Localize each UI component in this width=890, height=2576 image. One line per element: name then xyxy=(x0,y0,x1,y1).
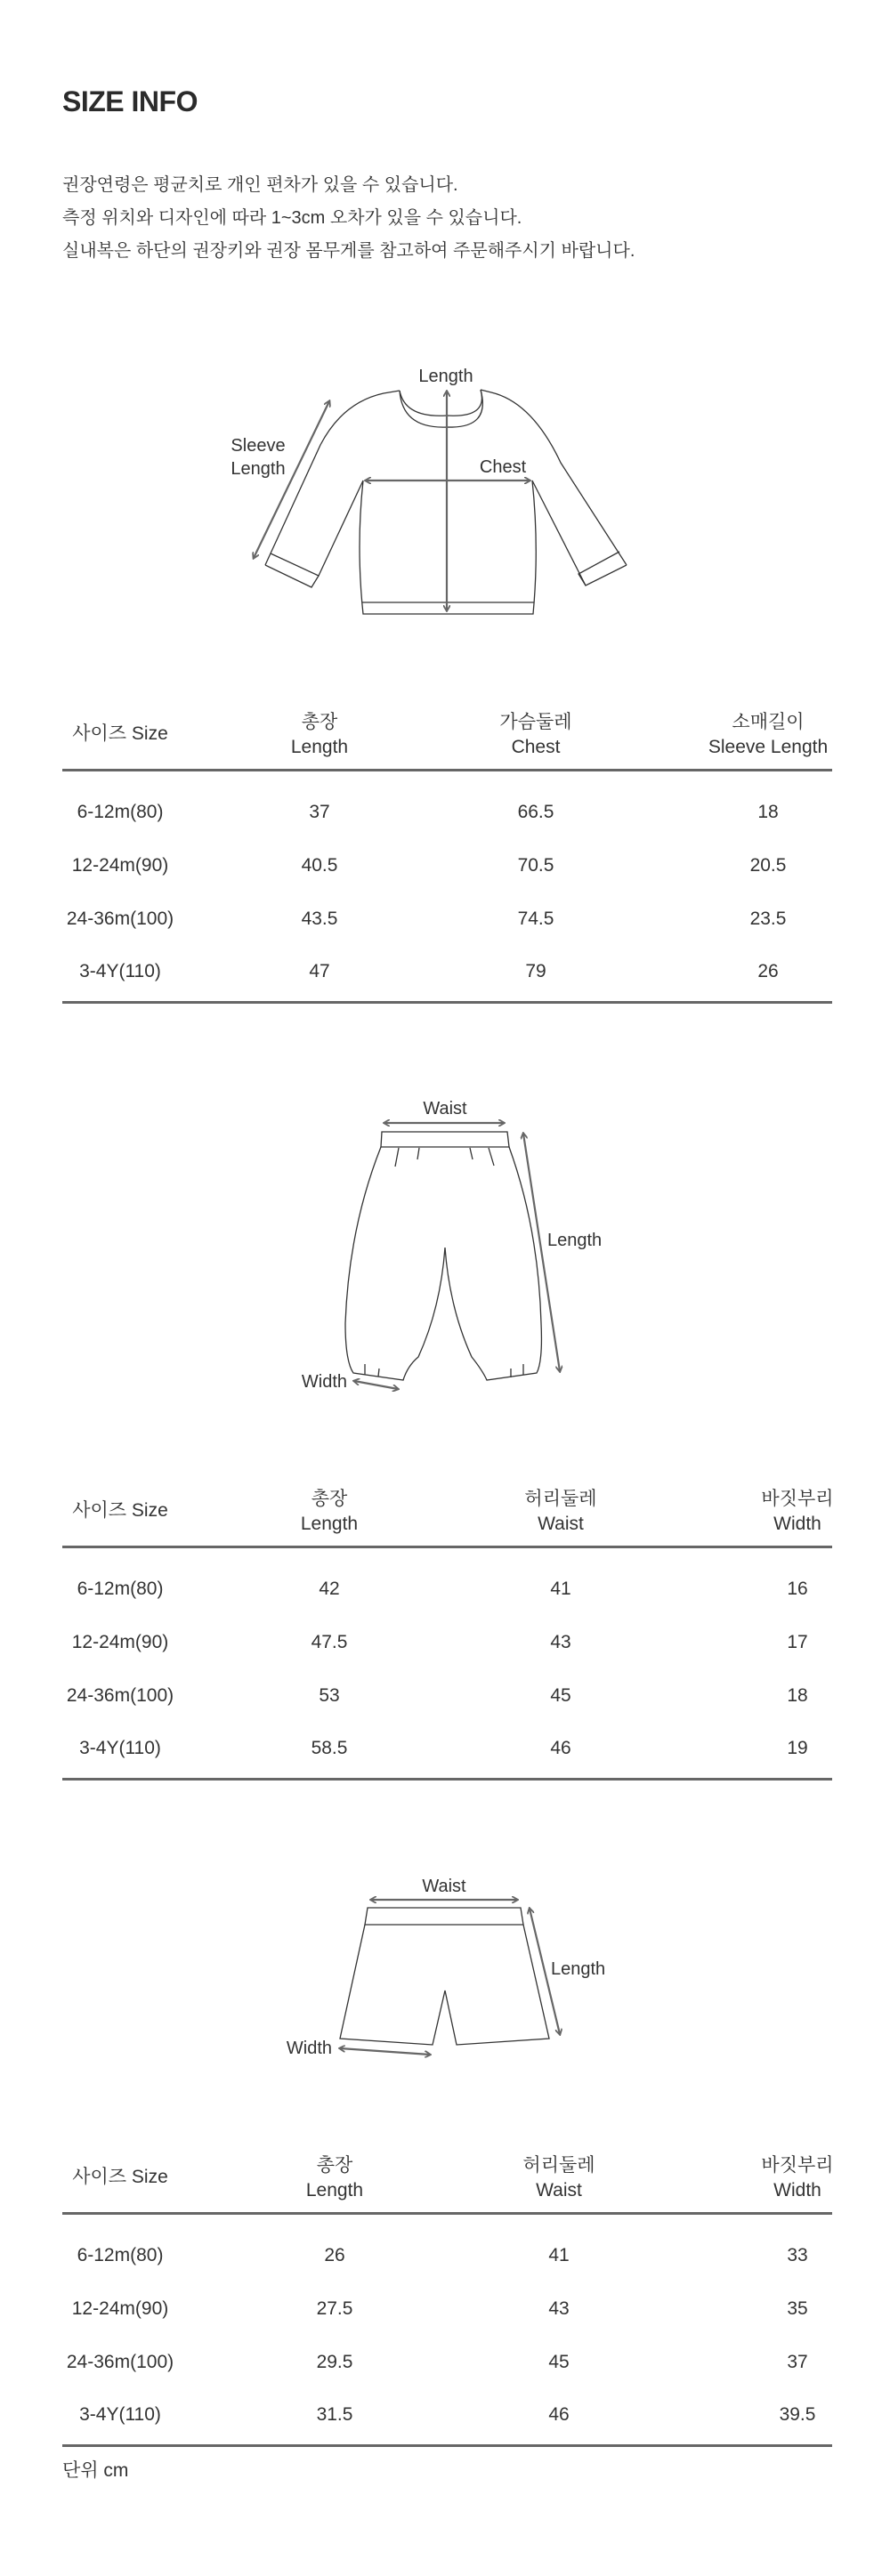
table-cell: 43 xyxy=(550,1632,571,1652)
header-ko: 허리둘레 xyxy=(522,2155,595,2176)
table-cell: 24-36m(100) xyxy=(66,2352,174,2372)
pants-size-table xyxy=(0,1458,890,1796)
table-cell: 47.5 xyxy=(311,1632,348,1652)
note-line: 측정 위치와 디자인에 따라 1~3cm 오차가 있을 수 있습니다. xyxy=(62,208,522,228)
header-en: Chest xyxy=(511,737,561,757)
length-label: Length xyxy=(418,367,473,386)
table-cell: 46 xyxy=(548,2404,570,2425)
table-cell: 41 xyxy=(548,2245,570,2265)
header-en: Length xyxy=(290,737,349,757)
header-en: Length xyxy=(300,1514,359,1534)
table-cell: 26 xyxy=(757,961,779,981)
table-cell: 39.5 xyxy=(779,2404,816,2425)
table-cell: 45 xyxy=(548,2352,570,2372)
note-line: 권장연령은 평균치로 개인 편차가 있을 수 있습니다. xyxy=(62,175,458,195)
header-size: 사이즈 Size xyxy=(72,2167,168,2187)
table-divider xyxy=(62,1778,832,1781)
table-divider xyxy=(62,1546,832,1548)
pants-size-diagram xyxy=(0,1068,890,1424)
table-cell: 29.5 xyxy=(316,2352,353,2372)
table-cell: 58.5 xyxy=(311,1738,348,1758)
waist-label: Waist xyxy=(422,1877,466,1896)
table-cell: 3-4Y(110) xyxy=(79,2404,161,2425)
page-title: SIZE INFO xyxy=(62,85,198,117)
table-cell: 33 xyxy=(787,2245,808,2265)
table-cell: 43.5 xyxy=(301,908,338,929)
shorts-size-diagram xyxy=(0,1860,890,2091)
table-cell: 79 xyxy=(525,961,546,981)
table-cell: 3-4Y(110) xyxy=(79,1738,161,1758)
header-size: 사이즈 Size xyxy=(72,723,168,744)
header-ko: 바짓부리 xyxy=(761,1489,834,1509)
header-size: 사이즈 Size xyxy=(72,1500,168,1521)
length-label: Length xyxy=(551,1959,606,1979)
table-cell: 12-24m(90) xyxy=(71,2298,169,2319)
table-cell: 42 xyxy=(319,1579,340,1599)
length-label: Length xyxy=(547,1231,603,1250)
table-cell: 43 xyxy=(548,2298,570,2319)
table-cell: 18 xyxy=(757,802,779,822)
header-en: Waist xyxy=(538,1514,584,1534)
waist-label: Waist xyxy=(423,1099,467,1118)
table-divider xyxy=(62,1001,832,1004)
chest-label: Chest xyxy=(479,457,527,477)
header-en: Sleeve Length xyxy=(708,737,829,757)
top-size-table xyxy=(0,681,890,1019)
header-en: Width xyxy=(773,1514,821,1534)
table-cell: 47 xyxy=(309,961,330,981)
table-cell: 41 xyxy=(550,1579,571,1599)
table-cell: 20.5 xyxy=(749,855,787,876)
table-cell: 6-12m(80) xyxy=(77,1579,164,1599)
table-cell: 31.5 xyxy=(316,2404,353,2425)
shorts-size-table xyxy=(0,2124,890,2462)
header-en: Length xyxy=(305,2180,364,2201)
table-cell: 46 xyxy=(550,1738,571,1758)
header-en: Waist xyxy=(536,2180,582,2201)
sleeve-label: Sleeve xyxy=(231,436,286,456)
shorts-outline xyxy=(340,1908,549,2045)
sleeve-arrow xyxy=(254,401,329,558)
header-ko: 허리둘레 xyxy=(524,1489,597,1509)
table-cell: 26 xyxy=(324,2245,345,2265)
width-label: Width xyxy=(286,2039,332,2058)
table-cell: 18 xyxy=(787,1685,808,1706)
top-size-diagram xyxy=(0,0,890,641)
table-cell: 24-36m(100) xyxy=(66,1685,174,1706)
table-cell: 35 xyxy=(787,2298,808,2319)
header-en: Width xyxy=(773,2180,821,2201)
table-cell: 70.5 xyxy=(517,855,554,876)
table-cell: 17 xyxy=(787,1632,808,1652)
header-ko: 총장 xyxy=(311,1489,348,1509)
table-cell: 12-24m(90) xyxy=(71,855,169,876)
note-line: 실내복은 하단의 권장키와 권장 몸무게를 참고하여 주문해주시기 바랍니다. xyxy=(62,241,635,261)
width-arrow xyxy=(354,1381,398,1389)
table-cell: 37 xyxy=(309,802,330,822)
table-divider xyxy=(62,769,832,771)
unit-note: 단위 cm xyxy=(62,2460,129,2481)
table-cell: 27.5 xyxy=(316,2298,353,2319)
table-cell: 19 xyxy=(787,1738,808,1758)
table-cell: 6-12m(80) xyxy=(77,2245,164,2265)
header-ko: 가슴둘레 xyxy=(499,712,572,732)
pants-outline xyxy=(345,1132,541,1380)
table-cell: 12-24m(90) xyxy=(71,1632,169,1652)
sleeve-label-2: Length xyxy=(231,459,286,479)
table-cell: 23.5 xyxy=(749,908,787,929)
table-cell: 37 xyxy=(787,2352,808,2372)
table-cell: 74.5 xyxy=(517,908,554,929)
table-cell: 66.5 xyxy=(517,802,554,822)
table-divider xyxy=(62,2212,832,2215)
table-divider xyxy=(62,2444,832,2447)
table-cell: 24-36m(100) xyxy=(66,908,174,929)
header-ko: 총장 xyxy=(316,2155,353,2176)
table-cell: 6-12m(80) xyxy=(77,802,164,822)
table-cell: 16 xyxy=(787,1579,808,1599)
table-cell: 40.5 xyxy=(301,855,338,876)
table-cell: 45 xyxy=(550,1685,571,1706)
width-label: Width xyxy=(301,1372,347,1392)
table-cell: 53 xyxy=(319,1685,340,1706)
width-arrow xyxy=(340,2048,430,2055)
table-cell: 3-4Y(110) xyxy=(79,961,161,981)
header-ko: 바짓부리 xyxy=(761,2155,834,2176)
header-ko: 소매길이 xyxy=(732,712,805,732)
header-ko: 총장 xyxy=(301,712,338,732)
